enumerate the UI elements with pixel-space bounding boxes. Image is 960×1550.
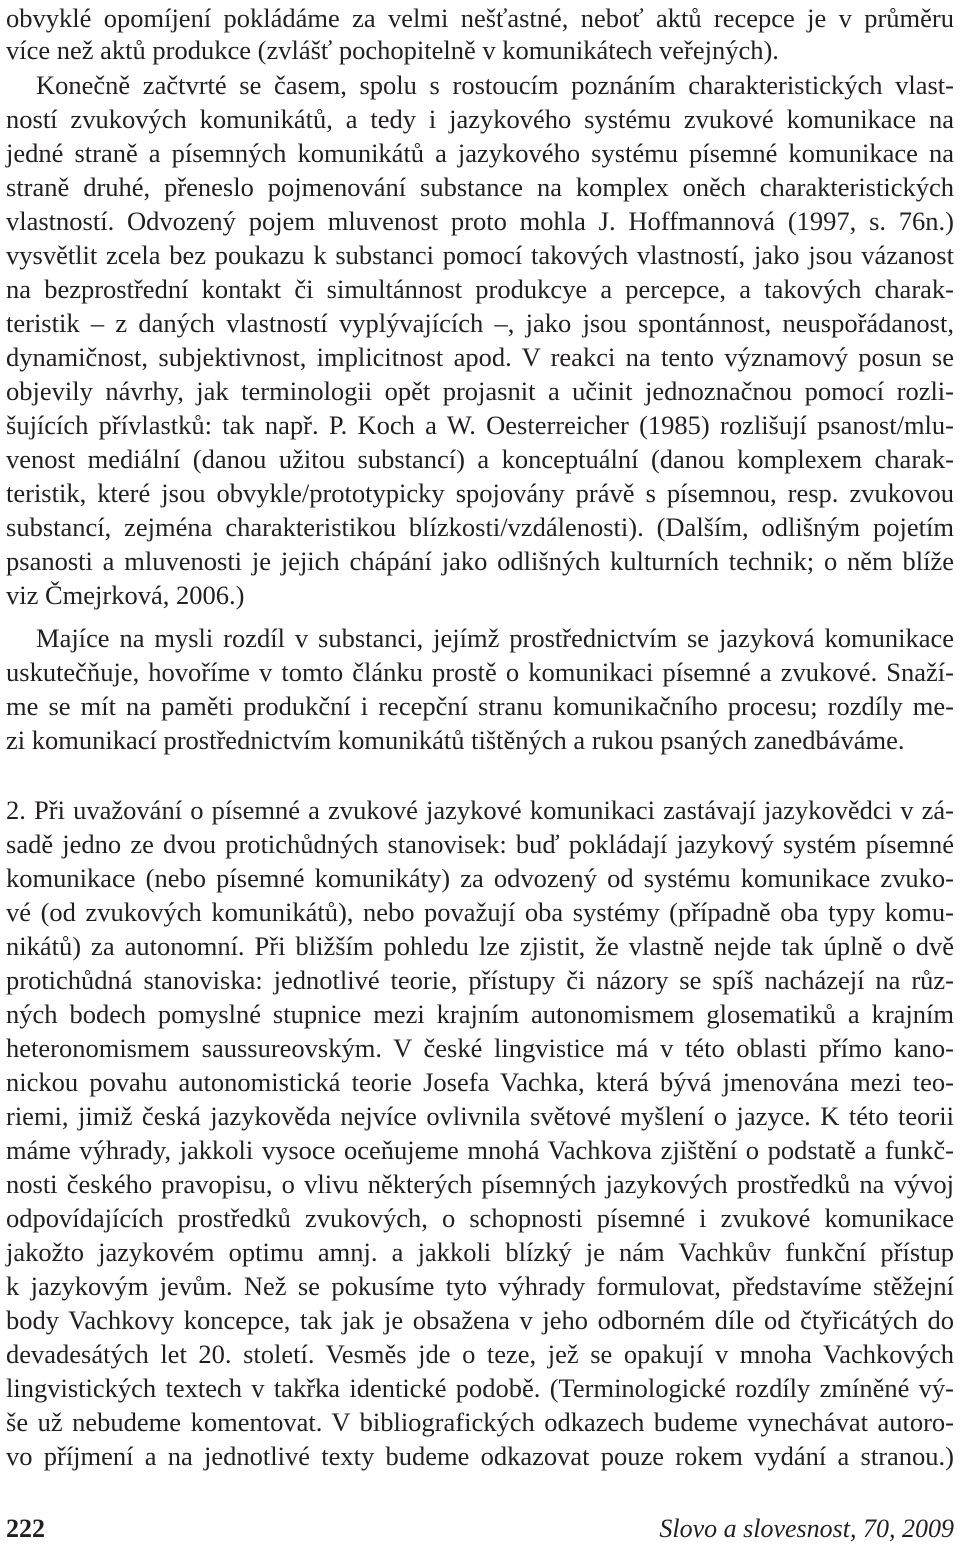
journal-citation: Slovo a slovesnost, 70, 2009 xyxy=(659,1514,954,1543)
text-line: ných bodech pomyslné stupnice mezi krajním autonomismem glosematiků a krajním xyxy=(6,999,954,1029)
text-line: protichůdná stanoviska: jednotlivé teorie, přístupy či názory se spíš nacházejí na růz- xyxy=(6,965,954,995)
text-line: nikátů) za autonomní. Při bližším pohledu lze zjistit, že vlastně nejde tak úplně o dvě xyxy=(6,931,954,961)
text-line: Majíce na mysli rozdíl v substanci, jejímž prostřednictvím se jazyková komunikace xyxy=(36,623,954,653)
text-line: body Vachkovy koncepce, tak jak je obsažena v jeho odborném díle od čtyřicátých do xyxy=(6,1305,954,1335)
text-line: nosti českého pravopisu, o vlivu některých písemných jazykových prostředků na vývoj xyxy=(6,1169,954,1199)
text-line: me se mít na paměti produkční i recepční stranu komunikačního procesu; rozdíly me- xyxy=(6,691,954,721)
text-line: sadě jedno ze dvou protichůdných stanovisek: buď pokládají jazykový systém písemné xyxy=(6,829,954,859)
text-line: ností zvukových komunikátů, a tedy i jazykového systému zvukové komunikace na xyxy=(6,104,954,134)
text-line: venost mediální (danou užitou substancí) a konceptuální (danou komplexem charak- xyxy=(6,444,954,474)
text-line: 2. Při uvažování o písemné a zvukové jazykové komunikaci zastávají jazykovědci v zá- xyxy=(6,795,954,825)
page-number: 222 xyxy=(6,1514,45,1543)
text-line: uskutečňuje, hovoříme v tomto článku prostě o komunikaci písemné a zvukové. Snaží- xyxy=(6,657,954,687)
text-line: nickou povahu autonomistická teorie Josefa Vachka, která bývá jmenována mezi teo- xyxy=(6,1067,954,1097)
text-line: riemi, jimiž česká jazykověda nejvíce ovlivnila světové myšlení o jazyce. K této teorii xyxy=(6,1101,954,1131)
text-line: heteronomismem saussureovským. V české lingvistice má v této oblasti přímo kano- xyxy=(6,1033,954,1063)
text-line: k jazykovým jevům. Než se pokusíme tyto výhrady formulovat, představíme stěžejní xyxy=(6,1271,954,1301)
text-line: psanosti a mluvenosti je jejich chápání jako odlišných kulturních technik; o něm blíže xyxy=(6,546,954,576)
text-line: komunikace (nebo písemné komunikáty) za odvozený od systému komunikace zvuko- xyxy=(6,863,954,893)
text-line: Konečně začtvrté se časem, spolu s rostoucím poznáním charakteristických vlast- xyxy=(36,70,954,100)
text-line: viz Čmejrková, 2006.) xyxy=(6,580,245,610)
text-line: vlastností. Odvozený pojem mluvenost proto mohla J. Hoffmannová (1997, s. 76n.) xyxy=(6,206,954,236)
text-line: objevily návrhy, jak terminologii opět projasnit a učinit jednoznačnou pomocí rozli- xyxy=(6,376,954,406)
text-line: více než aktů produkce (zvlášť pochopitelně v komunikátech veřejných). xyxy=(6,35,779,65)
text-line: straně druhé, přeneslo pojmenování substance na komplex oněch charakteristických xyxy=(6,172,954,202)
text-line: teristik, které jsou obvykle/prototypicky spojovány právě s písemnou, resp. zvukovou xyxy=(6,478,954,508)
text-line: vysvětlit zcela bez poukazu k substanci pomocí takových vlastností, jako jsou vázanost xyxy=(6,240,954,270)
text-line: vo příjmení a na jednotlivé texty budeme odkazovat pouze rokem vydání a stranou.) xyxy=(6,1441,954,1471)
text-line: še už nebudeme komentovat. V bibliografických odkazech budeme vynechávat autoro- xyxy=(6,1407,954,1437)
text-line: na bezprostřední kontakt či simultánnost produkcye a percepce, a takových charak- xyxy=(6,274,954,304)
text-line: obvyklé opomíjení pokládáme za velmi nešťastné, neboť aktů recepce je v průměru xyxy=(6,3,954,33)
text-line: šujících přívlastků: tak např. P. Koch a W. Oesterreicher (1985) rozlišují psanost/mlu- xyxy=(6,410,954,440)
text-line: zi komunikací prostřednictvím komunikátů tištěných a rukou psaných zanedbáváme. xyxy=(6,725,905,755)
text-line: jakožto jazykovém optimu amnj. a jakkoli blízký je nám Vachkův funkční přístup xyxy=(6,1237,954,1267)
text-line: teristik – z daných vlastností vyplývajících –, jako jsou spontánnost, neuspořádanost, xyxy=(6,308,954,338)
text-line: devadesátých let 20. století. Vesměs jde o teze, jež se opakují v mnoha Vachkových xyxy=(6,1339,954,1369)
text-line: jedné straně a písemných komunikátů a jazykového systému písemné komunikace na xyxy=(6,138,954,168)
text-line: dynamičnost, subjektivnost, implicitnost apod. V reakci na tento významový posun se xyxy=(6,342,954,372)
text-line: máme výhrady, jakkoli vysoce oceňujeme mnohá Vachkova zjištění o podstatě a funkč- xyxy=(6,1135,954,1165)
text-line: lingvistických textech v takřka identické podobě. (Terminologické rozdíly zmíněné vý- xyxy=(6,1373,954,1403)
text-line: vé (od zvukových komunikátů), nebo považují oba systémy (případně oba typy komu- xyxy=(6,897,954,927)
text-line: odpovídajících prostředků zvukových, o schopnosti písemné i zvukové komunikace xyxy=(6,1203,954,1233)
text-line: substancí, zejména charakteristikou blízkosti/vzdálenosti). (Dalším, odlišným pojetím xyxy=(6,512,954,542)
